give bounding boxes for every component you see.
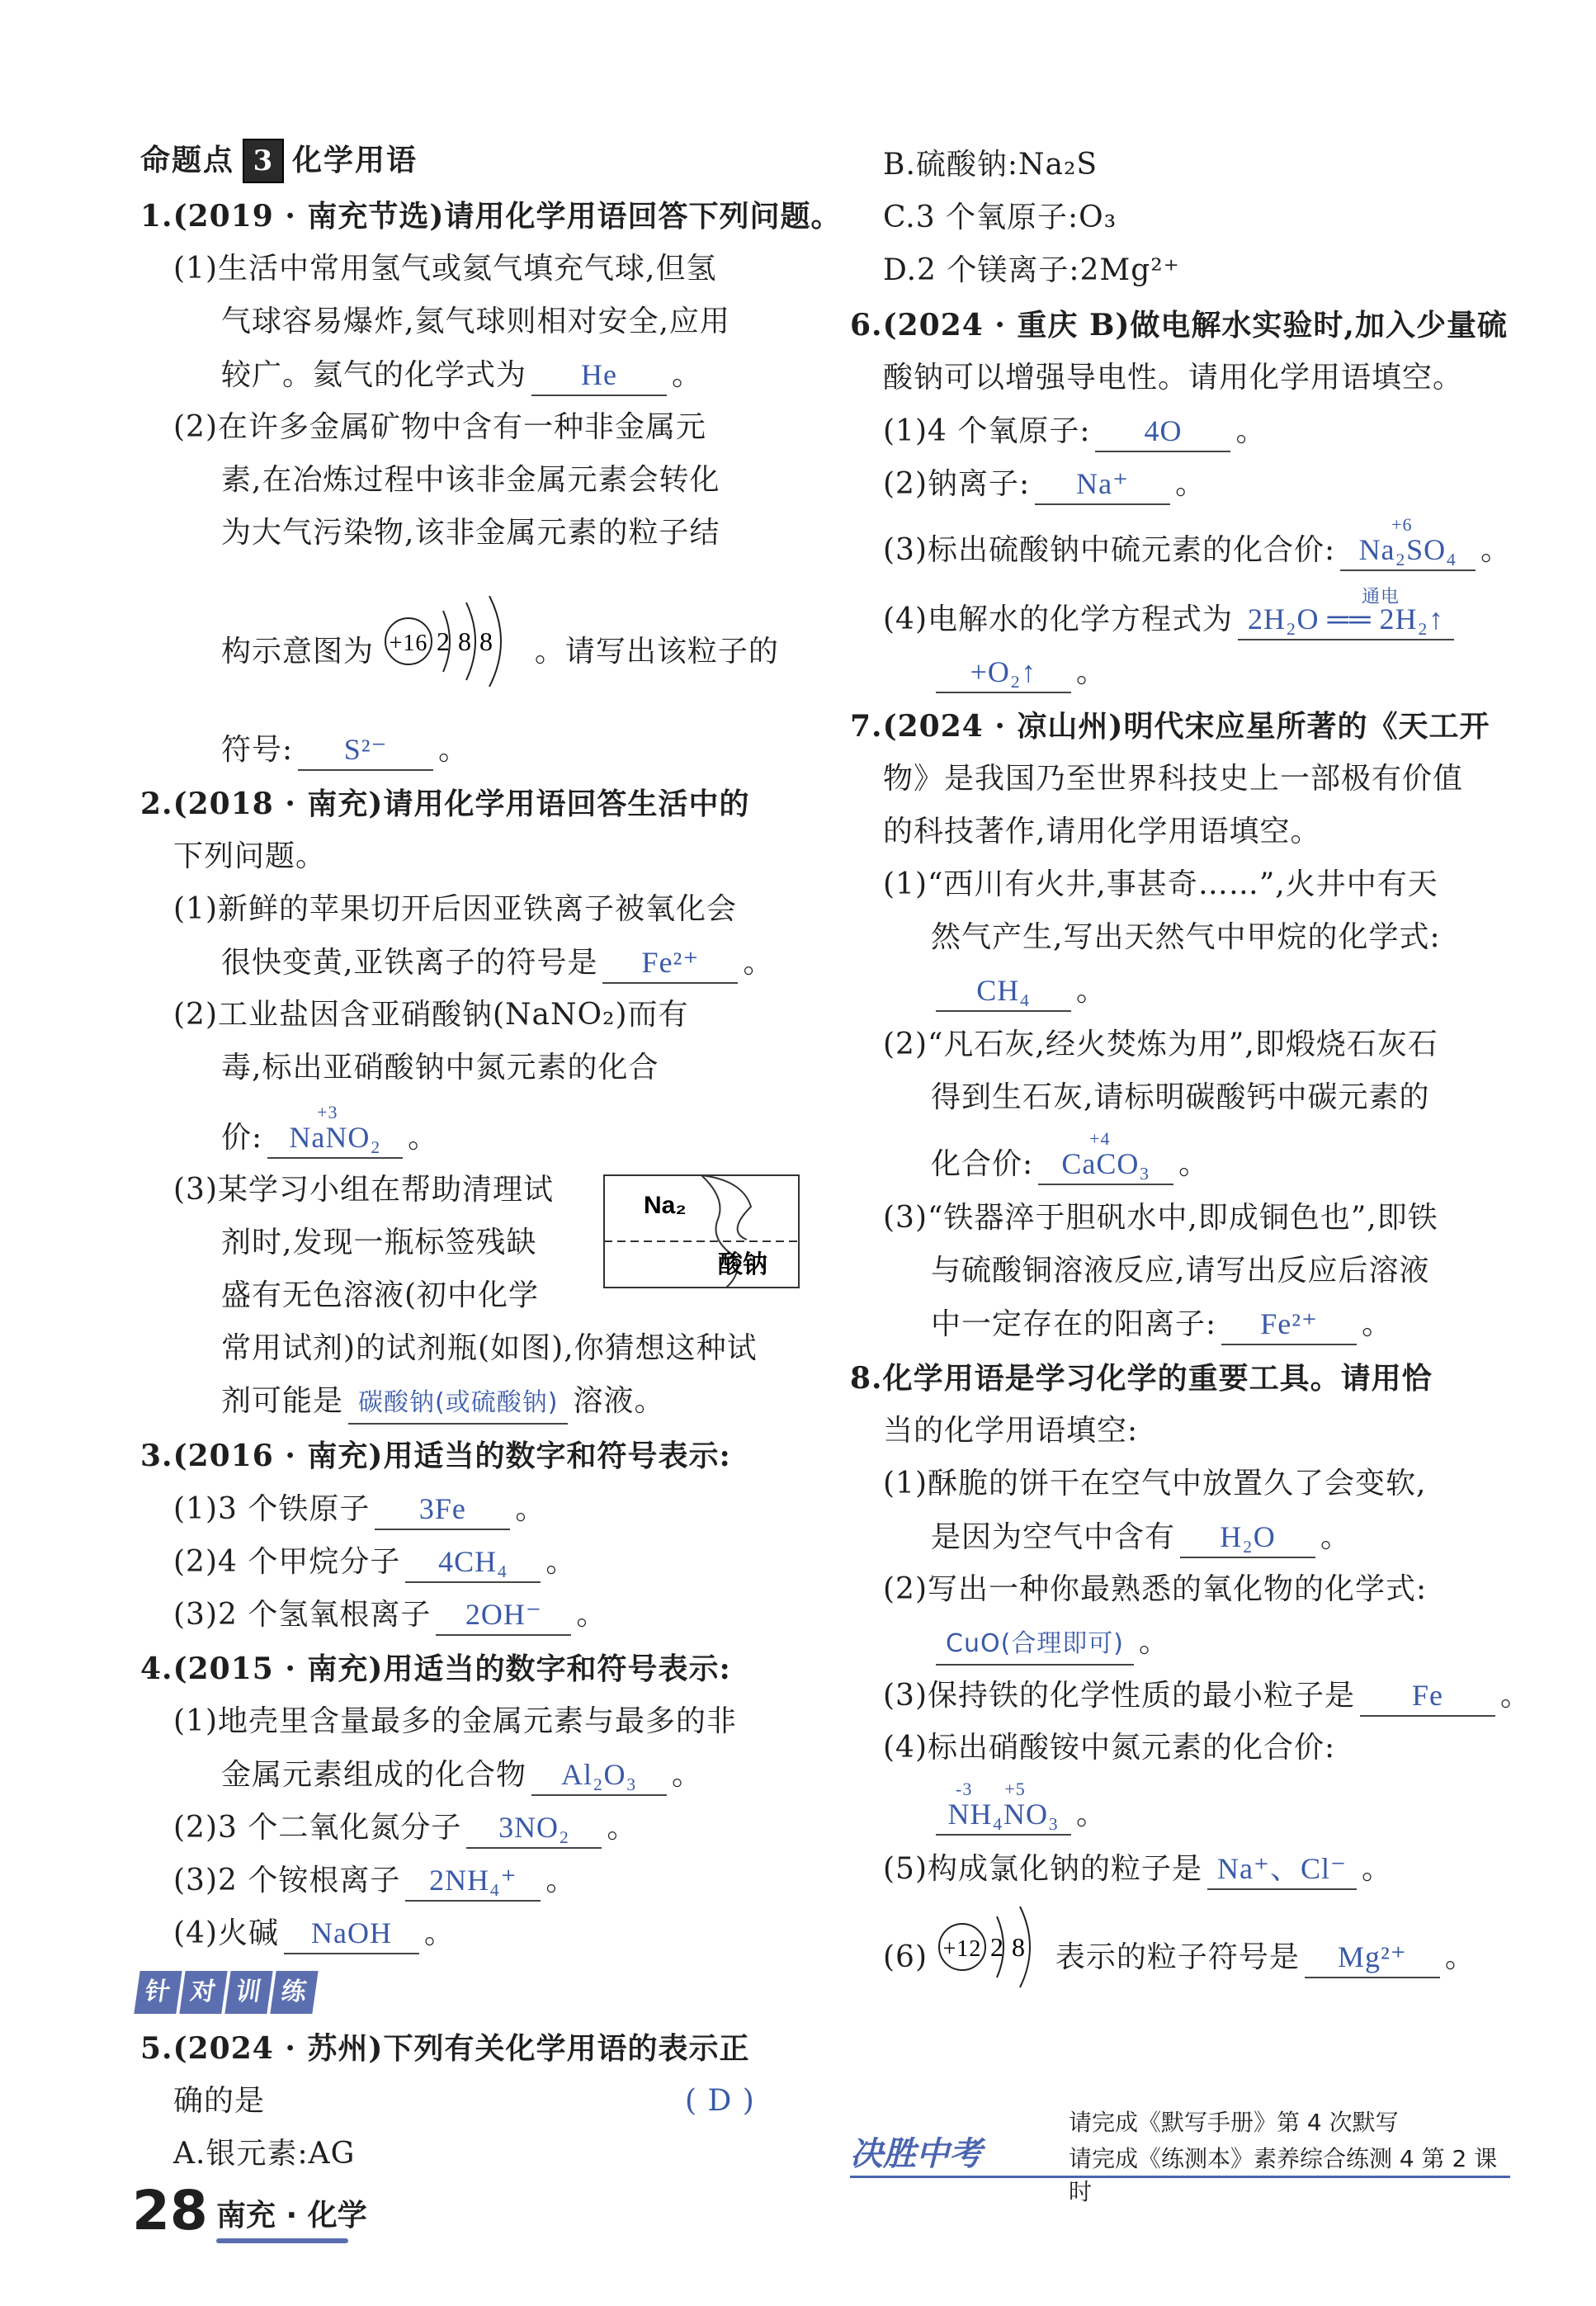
q2-p3e bbox=[221, 1382, 664, 1425]
answer-o2: +O₂↑ bbox=[936, 652, 1071, 693]
text: (5)构成氯化钠的粒子是 bbox=[883, 1852, 1202, 1886]
answer-fe: Fe bbox=[1360, 1675, 1495, 1717]
q2-p1b bbox=[221, 943, 773, 984]
q1-p1b: 气球容易爆炸,氦气球则相对安全,应用 bbox=[221, 305, 730, 338]
answer-al2o3: Al₂O₃ bbox=[531, 1755, 667, 1796]
q6-head2: 酸钠可以增强导电性。请用化学用语填空。 bbox=[883, 361, 1464, 395]
answer-caco3 bbox=[1038, 1128, 1173, 1185]
text: (2)钠离子: bbox=[883, 467, 1031, 501]
q7-p3c bbox=[931, 1304, 1392, 1345]
text: 表示的粒子符号是 bbox=[1055, 1940, 1300, 1974]
text: 。 bbox=[1362, 1852, 1393, 1886]
text: 金属元素组成的化合物 bbox=[221, 1758, 527, 1792]
q6-p2 bbox=[883, 464, 1206, 505]
answer-fe2plus: Fe²⁺ bbox=[602, 943, 738, 984]
q5-optB: B.硫酸钠:Na₂S bbox=[883, 148, 1098, 182]
q7-head2: 物》是我国乃至世界科技史上一部极有价值 bbox=[883, 762, 1464, 796]
q2-head2: 下列问题。 bbox=[173, 839, 327, 873]
q7-p1c bbox=[931, 971, 1107, 1012]
answer-text: CaCO₃ bbox=[1061, 1147, 1150, 1180]
text: (1)3 个铁原子 bbox=[173, 1492, 371, 1526]
answer-cuo: CuO(合理即可) bbox=[936, 1624, 1134, 1666]
q4-p1a: (1)地壳里含量最多的金属元素与最多的非 bbox=[173, 1704, 737, 1738]
text: 。 bbox=[408, 1121, 439, 1155]
text: 。 bbox=[607, 1811, 638, 1845]
q2-p2a: (2)工业盐因含亚硝酸钠(NaNO₂)而有 bbox=[173, 998, 689, 1032]
text: 构示意图为 bbox=[221, 635, 375, 669]
q5-head: 5.(2024 · 苏州)下列有关化学用语的表示正 bbox=[140, 2031, 750, 2066]
q8-head: 8.化学用语是学习化学的重要工具。请用恰 bbox=[850, 1361, 1433, 1396]
text: (3)保持铁的化学性质的最小粒子是 bbox=[883, 1679, 1355, 1713]
q8-p2b bbox=[931, 1623, 1169, 1666]
section-number: 3 bbox=[243, 139, 284, 183]
text: 。 bbox=[743, 946, 774, 980]
text: 。 bbox=[1076, 655, 1107, 689]
q5-answer: ( D ) bbox=[685, 2084, 755, 2118]
section-title: 化学用语 bbox=[292, 144, 418, 177]
text: (3)2 个铵根离子 bbox=[173, 1864, 401, 1897]
q2-p2b: 毒,标出亚硝酸钠中氮元素的化合 bbox=[221, 1051, 659, 1084]
text: 化合价: bbox=[931, 1147, 1034, 1181]
q3-p2 bbox=[173, 1542, 576, 1583]
q8-p5 bbox=[883, 1849, 1392, 1890]
q6-p1 bbox=[883, 411, 1267, 452]
text: 。 bbox=[1138, 1625, 1169, 1659]
q2-p3b: 剂时,发现一瓶标签残缺 bbox=[221, 1226, 537, 1259]
valence-mark: +3 bbox=[317, 1102, 338, 1122]
q6-p3 bbox=[883, 514, 1512, 571]
answer-3fe: 3Fe bbox=[375, 1489, 510, 1530]
answer-sodium-salt: 碳酸钠(或硫酸钠) bbox=[348, 1383, 568, 1425]
q4-p4 bbox=[173, 1913, 455, 1954]
q3-p1 bbox=[173, 1489, 545, 1530]
q2-p1a: (1)新鲜的苹果切开后因亚铁离子被氧化会 bbox=[173, 892, 737, 926]
nucleus-label: +16 bbox=[390, 631, 428, 656]
q1-head: 1.(2019 · 南充节选)请用化学用语回答下列问题。 bbox=[140, 199, 842, 234]
label-bottom-text: 酸钠 bbox=[718, 1250, 767, 1279]
answer-4ch4: 4CH₄ bbox=[405, 1542, 541, 1583]
answer-text: 2H₂O ══ 2H₂↑ bbox=[1248, 602, 1445, 636]
q1-p2c: 为大气污染物,该非金属元素的粒子结 bbox=[221, 516, 720, 550]
footer-accent-bar bbox=[216, 2238, 348, 2243]
text: 。 bbox=[545, 1545, 577, 1579]
answer-text: NaNO₂ bbox=[289, 1121, 381, 1154]
q2-p2c bbox=[221, 1102, 439, 1159]
q4-p2 bbox=[173, 1807, 637, 1849]
answer-2nh4: 2NH₄⁺ bbox=[405, 1860, 541, 1902]
answer-nano2 bbox=[267, 1102, 403, 1159]
text: 。 bbox=[1362, 1307, 1393, 1341]
nucleus-label: +12 bbox=[943, 1936, 982, 1962]
q8-p1a: (1)酥脆的饼干在空气中放置久了会变软, bbox=[883, 1467, 1427, 1500]
answer-h2o: H₂O bbox=[1180, 1517, 1315, 1558]
answer-na-cl: Na⁺、Cl⁻ bbox=[1207, 1849, 1357, 1890]
q1-p1c bbox=[221, 355, 702, 396]
text: (4)电解水的化学方程式为 bbox=[883, 602, 1233, 636]
page-number: 28 bbox=[132, 2179, 208, 2242]
q2-head: 2.(2018 · 南充)请用化学用语回答生活中的 bbox=[140, 787, 750, 821]
answer-2oh: 2OH⁻ bbox=[436, 1595, 571, 1636]
text: 。 bbox=[1076, 974, 1107, 1008]
q7-p1b: 然气产生,写出天然气中甲烷的化学式: bbox=[931, 920, 1441, 954]
answer-naoh: NaOH bbox=[284, 1913, 419, 1954]
text: 。 bbox=[1076, 1798, 1107, 1831]
text: 。 bbox=[576, 1598, 607, 1632]
footer-right bbox=[850, 2105, 1518, 2205]
q1-p2d bbox=[221, 621, 779, 687]
valence-mark: +4 bbox=[1089, 1128, 1111, 1149]
section-header bbox=[140, 139, 418, 183]
q1-p2e bbox=[221, 730, 469, 771]
text: 很快变黄,亚铁离子的符号是 bbox=[221, 946, 598, 980]
q1-p2b: 素,在冶炼过程中该非金属元素会转化 bbox=[221, 463, 720, 497]
text: (3)2 个氢氧根离子 bbox=[173, 1598, 432, 1632]
answer-na-plus: Na⁺ bbox=[1035, 464, 1170, 505]
q7-p2c bbox=[931, 1128, 1210, 1185]
text: 符号: bbox=[221, 733, 294, 767]
q7-p1a: (1)“西川有火井,事甚奇……”,火井中有天 bbox=[883, 867, 1438, 901]
q6-head: 6.(2024 · 重庆 B)做电解水实验时,加入少量硫 bbox=[850, 308, 1508, 343]
text: 。 bbox=[1175, 467, 1206, 501]
q5-optA: A.银元素:AG bbox=[173, 2137, 356, 2171]
reagent-bottle-label-figure bbox=[602, 1174, 800, 1289]
text: (2)3 个二氧化氮分子 bbox=[173, 1811, 462, 1845]
q8-p4a: (4)标出硝酸铵中氮元素的化合价: bbox=[883, 1731, 1336, 1765]
electron-layers: 2 8 bbox=[990, 1932, 1027, 1962]
q1-p1a: (1)生活中常用氢气或氦气填充气球,但氢 bbox=[173, 252, 717, 286]
text: 。 bbox=[515, 1492, 546, 1526]
q8-p2a: (2)写出一种你最熟悉的氧化物的化学式: bbox=[883, 1572, 1428, 1606]
q4-p1b bbox=[221, 1755, 702, 1796]
badge-char: 练 bbox=[270, 1971, 318, 2014]
q7-p2a: (2)“凡石灰,经火焚炼为用”,即煅烧石灰石 bbox=[883, 1028, 1438, 1061]
text: 。 bbox=[545, 1864, 577, 1897]
valence-mark: -3 +5 bbox=[956, 1779, 1026, 1799]
q3-head: 3.(2016 · 南充)用适当的数字和符号表示: bbox=[140, 1439, 731, 1473]
text: 。 bbox=[1444, 1940, 1476, 1974]
answer-s2minus: S²⁻ bbox=[298, 730, 433, 771]
answer-mg2plus: Mg²⁺ bbox=[1305, 1937, 1440, 1978]
q7-head: 7.(2024 · 凉山州)明代宋应星所著的《天工开 bbox=[850, 709, 1490, 744]
answer-fe2plus-b: Fe²⁺ bbox=[1221, 1304, 1357, 1345]
badge-char: 针 bbox=[134, 1971, 182, 2014]
text: 。 bbox=[1320, 1520, 1352, 1554]
q7-p3a: (3)“铁器淬于胆矾水中,即成铜色也”,即铁 bbox=[883, 1201, 1438, 1235]
q7-p2b: 得到生石灰,请标明碳酸钙中碳元素的 bbox=[931, 1080, 1430, 1114]
text: 价: bbox=[221, 1121, 263, 1155]
answer-electrolysis-eq bbox=[1238, 587, 1454, 640]
text: 是因为空气中含有 bbox=[931, 1520, 1176, 1554]
footer-line-2: 请完成《练测本》素养综合练测 4 第 2 课时 bbox=[1069, 2145, 1498, 2205]
q8-p1b bbox=[931, 1517, 1351, 1558]
badge-char: 训 bbox=[224, 1971, 272, 2014]
q6-p4b bbox=[931, 652, 1107, 693]
q6-p4 bbox=[883, 587, 1459, 640]
text: (3)标出硫酸钠中硫元素的化合价: bbox=[883, 533, 1336, 567]
text: 。请写出该粒子的 bbox=[534, 635, 779, 669]
q1-p2a: (2)在许多金属矿物中含有一种非金属元 bbox=[173, 410, 706, 444]
q8-p3 bbox=[883, 1675, 1531, 1717]
q7-head3: 的科技著作,请用化学用语填空。 bbox=[883, 815, 1321, 848]
q7-p3b: 与硫酸铜溶液反应,请写出反应后溶液 bbox=[931, 1254, 1430, 1288]
footer-rule bbox=[850, 2176, 1510, 2178]
answer-text: NH₄NO₃ bbox=[947, 1798, 1060, 1831]
text: 。 bbox=[672, 1758, 703, 1792]
magnesium-ion-structure-diagram bbox=[937, 1902, 1045, 1992]
q5-optD: D.2 个镁离子:2Mg²⁺ bbox=[883, 253, 1180, 287]
text: 剂可能是 bbox=[221, 1384, 344, 1418]
q3-p3 bbox=[173, 1595, 607, 1636]
answer-3no2: 3NO₂ bbox=[466, 1807, 602, 1849]
text: 。 bbox=[1480, 533, 1512, 567]
footer-line-1: 请完成《默写手册》第 4 次默写 bbox=[1069, 2109, 1399, 2136]
text: 。 bbox=[1178, 1147, 1210, 1181]
sulfur-ion-structure-diagram bbox=[384, 596, 524, 687]
valence-mark: +6 bbox=[1391, 514, 1413, 535]
q2-p3a: (3)某学习小组在帮助清理试 bbox=[173, 1173, 554, 1207]
q2-p3c: 盛有无色溶液(初中化学 bbox=[221, 1278, 540, 1312]
reaction-condition: 通电 bbox=[1362, 587, 1400, 607]
text: 较广。氦气的化学式为 bbox=[221, 358, 527, 392]
q4-p3 bbox=[173, 1860, 576, 1902]
q4-head: 4.(2015 · 南充)用适当的数字和符号表示: bbox=[140, 1652, 731, 1686]
page-subject: 南充 · 化学 bbox=[216, 2199, 367, 2233]
answer-he: He bbox=[531, 355, 667, 396]
answer-nh4no3 bbox=[936, 1779, 1071, 1836]
q8-head2: 当的化学用语填空: bbox=[883, 1414, 1139, 1448]
q8-p6 bbox=[883, 1926, 1476, 1992]
section-label: 命题点 bbox=[140, 144, 235, 177]
electron-layers: 2 8 8 bbox=[437, 626, 494, 656]
text: 。 bbox=[1235, 414, 1267, 448]
q2-p3d: 常用试剂)的试剂瓶(如图),你猜想这种试 bbox=[221, 1331, 758, 1365]
answer-text: Na₂SO₄ bbox=[1358, 533, 1457, 566]
training-banner bbox=[137, 1971, 319, 2014]
text: 中一定存在的阳离子: bbox=[931, 1307, 1217, 1341]
text: 。 bbox=[424, 1916, 456, 1950]
text: (2)4 个甲烷分子 bbox=[173, 1545, 401, 1579]
badge-char: 对 bbox=[179, 1971, 227, 2014]
text: (6) bbox=[883, 1940, 928, 1974]
text: (4)火碱 bbox=[173, 1916, 279, 1950]
answer-ch4: CH₄ bbox=[936, 971, 1071, 1012]
text: (1)4 个氧原子: bbox=[883, 414, 1091, 448]
text: 。 bbox=[672, 358, 703, 392]
q5-optC: C.3 个氧原子:O₃ bbox=[883, 201, 1117, 234]
label-top-text: Na₂ bbox=[644, 1192, 687, 1219]
logo: 决胜中考 bbox=[850, 2135, 982, 2173]
answer-4o: 4O bbox=[1095, 411, 1230, 452]
q8-p4b bbox=[931, 1779, 1107, 1836]
text: 。 bbox=[1500, 1679, 1532, 1713]
answer-na2so4 bbox=[1340, 514, 1476, 571]
q5-head2: 确的是 bbox=[173, 2084, 266, 2118]
text: 溶液。 bbox=[573, 1384, 665, 1418]
text: 。 bbox=[438, 733, 470, 767]
